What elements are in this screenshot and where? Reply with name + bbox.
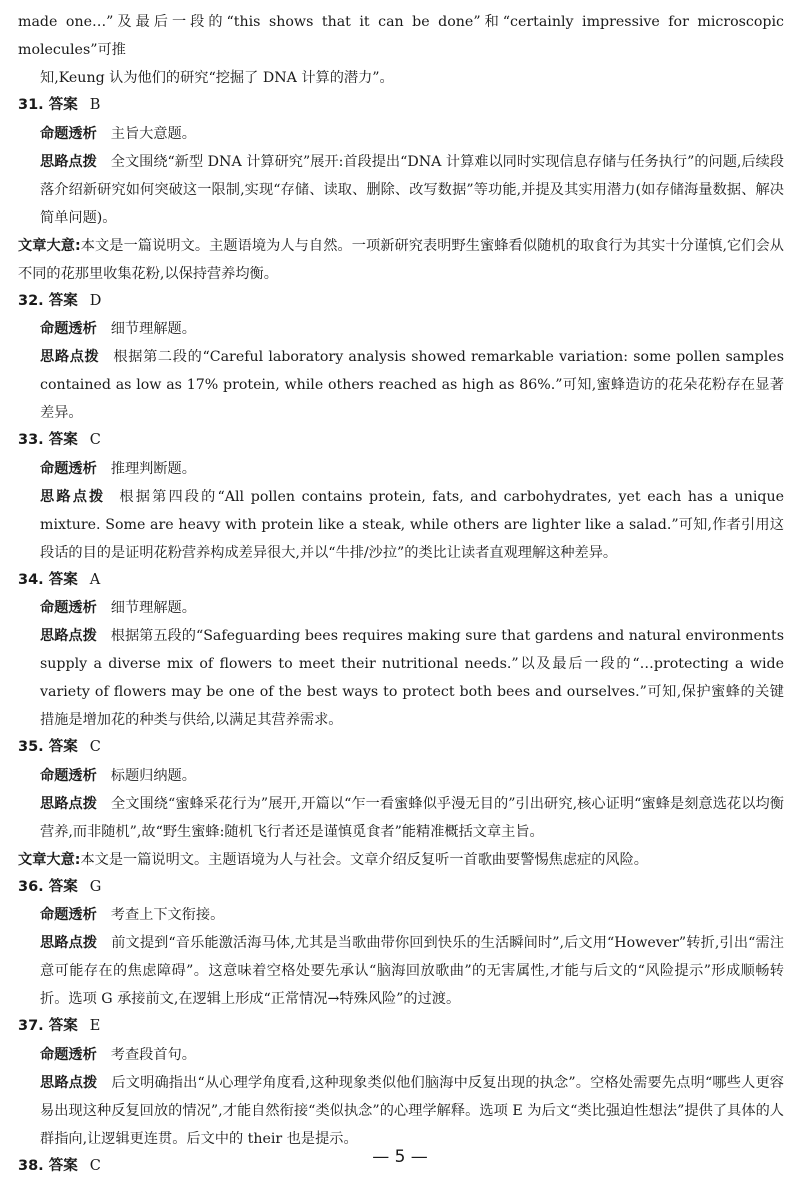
answer-32	[18, 288, 784, 316]
question-number: 32.	[18, 292, 44, 309]
hint-label: 思路点拨	[40, 935, 98, 951]
type-value: 考查段首句。	[110, 1046, 196, 1063]
intro-line-2: 知,Keung 认为他们的研究“挖掘了 DNA 计算的潜力”。	[40, 70, 394, 86]
page-number: — 5 —	[372, 1147, 428, 1167]
question-number: 36.	[18, 878, 44, 895]
answer-37	[18, 1013, 784, 1041]
type-32	[18, 315, 784, 343]
answer-value: B	[89, 97, 101, 113]
question-number: 38.	[18, 1157, 44, 1174]
answer-31	[18, 92, 784, 120]
type-label: 命题透析	[40, 600, 97, 616]
hint-37	[18, 1069, 784, 1153]
type-value: 推理判断题。	[110, 460, 196, 477]
hint-36	[18, 929, 784, 1013]
question-number: 34.	[18, 571, 44, 588]
summary-label: 文章大意:	[18, 851, 81, 868]
answer-label: 答案	[48, 1157, 78, 1174]
answer-label: 答案	[48, 432, 78, 448]
summary-text: 本文是一篇说明文。主题语境为人与社会。文章介绍反复听一首歌曲要警惕焦虑症的风险。	[80, 851, 648, 868]
hint-label: 思路点拨	[40, 1074, 98, 1091]
summary-1	[18, 232, 784, 288]
summary-2	[18, 846, 784, 874]
type-label: 命题透析	[40, 125, 97, 142]
answer-value: A	[89, 571, 101, 588]
answer-label: 答案	[48, 292, 78, 309]
summary-label: 文章大意:	[18, 237, 81, 254]
answer-value: C	[89, 739, 101, 755]
type-label: 命题透析	[40, 321, 97, 337]
answer-label: 答案	[48, 878, 78, 895]
hint-text: 根据第二段的“Careful laboratory analysis showed remarkable variation: some pollen samples contained as low as 17% protein, while others reached as high as 86%.”可知,蜜蜂造访的花朵花粉存在显著差异。	[40, 349, 784, 421]
question-number: 31.	[18, 97, 44, 113]
hint-label: 思路点拨	[40, 795, 98, 812]
hint-35	[18, 790, 784, 846]
answer-34	[18, 567, 784, 595]
hint-label: 思路点拨	[40, 153, 97, 170]
answer-page	[18, 8, 784, 1180]
type-label: 命题透析	[40, 767, 97, 784]
hint-text: 后文明确指出“从心理学角度看,这种现象类似他们脑海中反复出现的执念”。空格处需要先点明“哪些人更容易出现这种反复回放的情况”,才能自然衔接“类似执念”的心理学解释。选项 E 为后文“类比强迫性想法”提供了具体的人群指向,让逻辑更连贯。后文中的 their 也是提示。	[40, 1074, 784, 1147]
type-36	[18, 901, 784, 929]
answer-label: 答案	[48, 97, 78, 113]
answer-label: 答案	[48, 571, 78, 588]
type-35	[18, 762, 784, 790]
answer-value: C	[89, 1157, 101, 1174]
hint-text: 根据第五段的“Safeguarding bees requires making sure that gardens and natural environments supply a diverse mix of flowers to meet their nutritional needs.”以及最后一段的“…protecting a wide variety of flowers may be one of the best ways to protect both bees and ourselves.”可知,保护蜜蜂的关键措施是增加花的种类与供给,以满足其营养需求。	[40, 628, 784, 728]
hint-text: 全文围绕“蜜蜂采花行为”展开,开篇以“乍一看蜜蜂似乎漫无目的”引出研究,核心证明“蜜蜂是刻意选花以均衡营养,而非随机”,故“野生蜜蜂:随机飞行者还是谨慎觅食者”能精准概括文章主旨。	[40, 795, 784, 840]
hint-31	[18, 148, 784, 232]
answer-value: D	[89, 292, 102, 309]
type-label: 命题透析	[40, 460, 97, 477]
answer-36	[18, 874, 784, 902]
hint-text: 根据第四段的“All pollen contains protein, fats, and carbohydrates, yet each has a unique mixture. Some are heavy with protein like a steak, while others are lighter like a salad.”可知,作者引用这段话的目的是证明花粉营养构成差异很大,并以“牛排/沙拉”的类比让读者直观理解这种差异。	[40, 488, 784, 561]
hint-text: 前文提到“音乐能激活海马体,尤其是当歌曲带你回到快乐的生活瞬间时”,后文用“However”转折,引出“需注意可能存在的焦虑障碍”。这意味着空格处要先承认“脑海回放歌曲”的无害属性,才能与后文的“风险提示”形成顺畅转折。选项 G 承接前文,在逻辑上形成“正常情况→特殊风险”的过渡。	[40, 935, 784, 1007]
type-value: 细节理解题。	[110, 321, 196, 337]
type-value: 标题归纳题。	[110, 767, 196, 784]
answer-value: C	[89, 432, 101, 448]
type-label: 命题透析	[40, 1046, 97, 1063]
type-33	[18, 455, 784, 483]
type-label: 命题透析	[40, 907, 97, 923]
hint-33	[18, 483, 784, 567]
type-31	[18, 120, 784, 148]
intro-line-1: made one…”及最后一段的“this shows that it can be done”和“certainly impressive for microscopic molecules”可推	[18, 14, 784, 58]
hint-34	[18, 622, 784, 734]
answer-value: E	[89, 1018, 101, 1034]
hint-label: 思路点拨	[40, 349, 100, 365]
answer-33	[18, 427, 784, 455]
type-value: 细节理解题。	[110, 600, 196, 616]
type-value: 考查上下文衔接。	[110, 907, 225, 923]
question-number: 33.	[18, 432, 44, 448]
hint-label: 思路点拨	[40, 628, 97, 644]
type-value: 主旨大意题。	[110, 125, 196, 142]
question-number: 37.	[18, 1018, 44, 1034]
summary-text: 本文是一篇说明文。主题语境为人与自然。一项新研究表明野生蜜蜂看似随机的取食行为其实十分谨慎,它们会从不同的花那里收集花粉,以保持营养均衡。	[18, 237, 784, 282]
type-34	[18, 594, 784, 622]
type-37	[18, 1041, 784, 1069]
hint-32	[18, 343, 784, 427]
answer-35	[18, 734, 784, 762]
question-number: 35.	[18, 739, 44, 755]
hint-label: 思路点拨	[40, 488, 106, 505]
answer-label: 答案	[48, 1018, 78, 1034]
answer-value: G	[89, 878, 102, 895]
hint-text: 全文围绕“新型 DNA 计算研究”展开:首段提出“DNA 计算难以同时实现信息存储与任务执行”的问题,后续段落介绍新研究如何突破这一限制,实现“存储、读取、删除、改写数据”等功能,并提及其实用潜力(如存储海量数据、解决简单问题)。	[40, 153, 784, 226]
answer-label: 答案	[48, 739, 78, 755]
